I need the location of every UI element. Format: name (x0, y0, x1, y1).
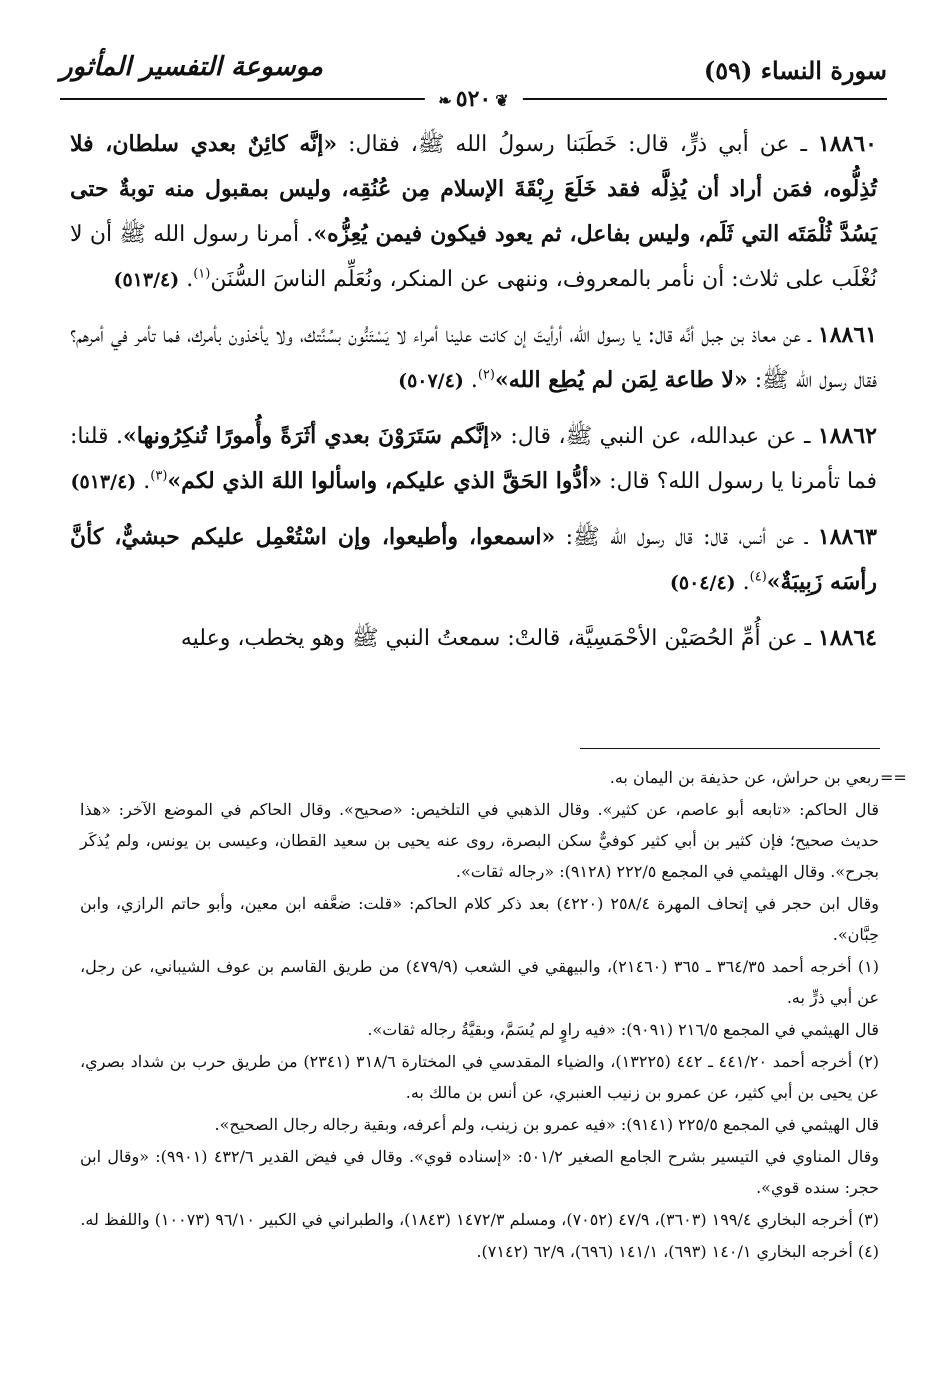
entry-text: ـ عن عبدالله، عن النبي ﷺ، قال: (502, 424, 818, 449)
entry-end: . (136, 469, 151, 494)
volume-reference: (٥١٣/٤) (70, 471, 137, 493)
footnote-marker[interactable]: (٤) (749, 569, 767, 585)
footnote-marker[interactable]: (١) (193, 266, 211, 282)
footnote-marker[interactable]: (٢) (477, 367, 495, 383)
page-header (60, 52, 887, 112)
surah-title: سورة النساء (٥٩) (703, 56, 887, 85)
entry-number: ١٨٨٦٣ (817, 524, 877, 550)
entry (70, 313, 877, 404)
entry-end: . (179, 267, 194, 292)
entry-number: ١٨٨٦١ (817, 322, 877, 348)
entry-end: . (735, 570, 750, 595)
volume-reference: (٥١٣/٤) (113, 269, 180, 291)
entry-text: . أمرنا رسول الله ﷺ أن لا نُغْلَب على ثلاث: أن نأمر بالمعروف، وننهى عن المنكر، ونُعَلِّم الناسَ السُّنَن (70, 222, 877, 292)
footnote-line: (٤) أخرجه البخاري ١٤٠/١ (٦٩٣)، ١٤١/١ (٦٩٦)، ٦٢/٩ (٧١٤٢). (476, 1242, 879, 1261)
footnote-line: قال الحاكم: «تابعه أبو عاصم، عن كثير». وقال الذهبي في التلخيص: «صحيح». وقال الحاكم في الموضع الآخر: «هذا حديث صحيح؛ فإن كثير بن أبي كثير كوفيٌّ سكن البصرة، روى عنه يحيى بن سعيد القطان، وعيسى بن يونس، ولم يُذكَر بجرح». وقال الهيثمي في المجمع ٢٢٢/٥ (٩١٢٨): «رجاله ثقات». (80, 800, 879, 881)
entry (70, 616, 877, 661)
hadith-text: «إنَّكم سَتَرَوْنَ بعدي أثَرَةً وأُمورًا تُنكِرُونها» (123, 423, 503, 449)
entry-text: . قلنا: فما تأمرنا يا رسول الله؟ قال: (70, 424, 877, 494)
entry-text: ـ عن أُمِّ الحُصَيْن الأحْمَسِيَّة، قالتْ: سمعتُ النبي ﷺ وهو يخطب، وعليه (180, 626, 818, 651)
footnotes (80, 762, 879, 1268)
continuation-mark: == (880, 768, 907, 787)
footnote-line: (٢) أخرجه أحمد ٤٤١/٢٠ ـ ٤٤٢ (١٣٢٢٥)، والضياء المقدسي في المختارة ٣١٨/٦ (٢٣٤١) من طريق حرب بن شداد بصري، عن يحيى بن أبي كثير، عن عمرو بن زنيب العنبري، عن أنس بن مالك به. (80, 1052, 880, 1102)
hadith-text: «أدُّوا الحَقَّ الذي عليكم، واسألوا اللهَ الذي لكم» (167, 468, 603, 494)
footnote-marker[interactable]: (٣) (150, 468, 168, 484)
entry-text: ـ عن أنس، قال: قال رسول الله ﷺ: (555, 525, 818, 550)
hadith-text: «إنَّه كائِنٌ بعدي سلطان، فلا تُذِلُّوه، فمَن أراد أن يُذِلَّه فقد خَلَعَ رِبْقَةَ الإسلام مِن عُنُقِه، وليس بمقبول منه توبةٌ حتى يَسُدَّ ثُلْمَتَه التي ثَلَم، وليس بفاعل، ثم يعود فيكون فيمن يُعِزُّه» (70, 131, 878, 247)
hadith-text: «لا طاعة لِمَن لم يُطِع الله» (494, 367, 748, 393)
footnote-line: قال الهيثمي في المجمع ٢١٦/٥ (٩٠٩١): «فيه راوٍ لم يُسَمَّ، وبقيَّةُ رجاله ثقات». (367, 1020, 879, 1039)
footnote-line: قال الهيثمي في المجمع ٢٢٥/٥ (٩١٤١): «فيه عمرو بن زينب، ولم أعرفه، وبقية رجاله رجال الصحيح». (214, 1115, 879, 1134)
footnote-line: (٣) أخرجه البخاري ١٩٩/٤ (٣٦٠٣)، ٤٧/٩ (٧٠٥٢)، ومسلم ١٤٧٢/٣ (١٨٤٣)، والطبراني في الكبير ٩٦/١٠ (١٠٠٧٣) واللفظ له. (80, 1210, 879, 1229)
footnote-separator (580, 748, 880, 749)
entry-number: ١٨٨٦٢ (817, 423, 877, 449)
footnote-line: ربعي بن حراش، عن حذيفة بن اليمان به. (609, 768, 879, 787)
entry-end: . (463, 368, 478, 393)
entry (70, 122, 877, 303)
entry-number: ١٨٨٦٠ (817, 131, 877, 157)
entry-text: ـ عن معاذ بن جبل أنَّه قال: يا رسول الله، أرأيتَ إن كانت علينا أمراء لا يَسْتَنُّون بسُنَّتك، ولا يأخذون بأمرك، فما تأمر في أمرهم؟ فقال رسول الله ﷺ: (70, 323, 877, 393)
entry (70, 414, 877, 505)
footnote-line: وقال ابن حجر في إتحاف المهرة ٢٥٨/٤ (٤٢٢٠) بعد ذكر كلام الحاكم: «قلت: ضعَّفه ابن معين، وأبو حاتم الرازي، وابن حِبَّان». (80, 894, 880, 944)
volume-reference: (٥٠٤/٤) (669, 572, 736, 594)
volume-reference: (٥٠٧/٤) (398, 370, 464, 392)
footnote-line: (١) أخرجه أحمد ٣٦٤/٣٥ ـ ٣٦٥ (٢١٤٦٠)، والبيهقي في الشعب (٤٧٩/٩) من طريق القاسم بن عوف الشيباني، عن رجل، عن أبي ذرٍّ به. (80, 957, 880, 1007)
ornament-right-icon: ❦ (495, 91, 509, 110)
page-number: ٥٢٠ (455, 86, 492, 112)
entry-number: ١٨٨٦٤ (817, 625, 877, 651)
main-text (70, 122, 877, 671)
book-title: موسوعة التفسير المأثور (60, 52, 323, 82)
entry-text: ـ عن أبي ذرٍّ، قال: خَطَبَنا رسولُ الله ﷺ، فقال: (337, 132, 818, 157)
entry (70, 515, 877, 606)
footnote-line: وقال المناوي في التيسير بشرح الجامع الصغير ٥٠١/٢: «إسناده قوي». وقال في فيض القدير ٤٣٢/٦ (٩٩٠١): «وقال ابن حجر: سنده قوي». (80, 1147, 880, 1197)
hadith-text: «اسمعوا، وأطيعوا، وإن اسْتُعْمِل عليكم حبشيٌّ، كأنَّ رأسَه زَبِيبَةٌ» (70, 524, 877, 595)
page-number-box (424, 86, 522, 112)
ornament-left-icon: ❧ (438, 91, 452, 110)
